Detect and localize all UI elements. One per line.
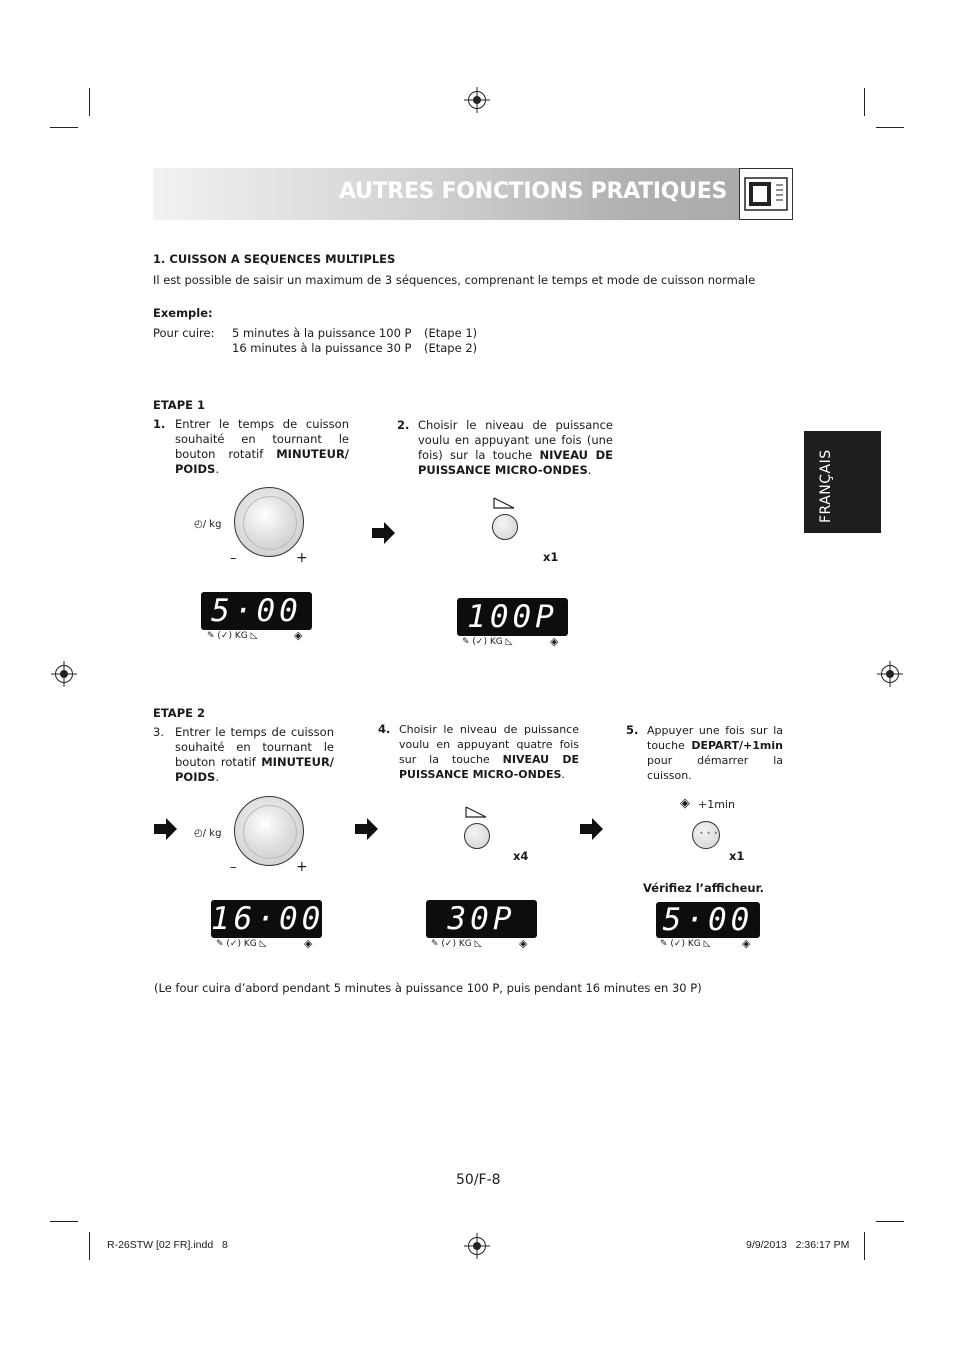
dial-knob (243, 496, 297, 550)
step2-text (418, 418, 613, 478)
verify-display-label: Vérifiez l’afficheur. (643, 881, 764, 895)
page-title: AUTRES FONCTIONS PRATIQUES (338, 179, 727, 204)
example-line2: 16 minutes à la puissance 30 P (232, 341, 412, 355)
step5-number: 5. (626, 723, 639, 737)
step5-bold: DEPART/+1min (691, 739, 783, 752)
registration-mark-icon (468, 91, 486, 109)
step2-body: Choisir le niveau de puissance voulu en appuyant une fois (une fois) sur la touche (418, 418, 613, 462)
page-number: 50/F-8 (456, 1172, 501, 1188)
dial-plus: + (296, 859, 308, 875)
step1-bold: MINUTEUR/ POIDS (175, 447, 349, 476)
step3-text (175, 725, 334, 785)
arrow-right-icon (580, 824, 592, 834)
start-button[interactable] (692, 821, 720, 849)
start-indicator-icon: ◈ (304, 937, 313, 950)
display-indicators: ✎ (✓) KG ◺ (462, 637, 513, 647)
language-tab (804, 431, 881, 533)
example-line1-step: (Etape 1) (424, 326, 478, 340)
lcd-display (457, 598, 568, 636)
step1-number: 1. (153, 417, 166, 431)
step3-body: Entrer le temps de cuisson souhaité en tournant le bouton rotatif (175, 725, 334, 769)
step2-number: 2. (397, 418, 410, 432)
display-readout: 100P (467, 599, 558, 635)
display-indicators: ✎ (✓) KG ◺ (207, 631, 258, 641)
lcd-display (201, 592, 312, 630)
step2-bold: NIVEAU DE PUISSANCE MICRO-ONDES (418, 448, 613, 477)
crop-mark (50, 127, 78, 128)
lcd-display (211, 900, 325, 938)
dial-knob (243, 805, 297, 859)
button-dots-icon: • • • (699, 829, 719, 838)
display-indicators: ✎ (✓) KG ◺ (431, 939, 482, 949)
display-indicators: ✎ (✓) KG ◺ (660, 939, 711, 949)
step3-number: 3. (153, 725, 164, 739)
lcd-display (656, 902, 760, 938)
display-readout: 5·00 (662, 902, 754, 938)
start-indicator-icon: ◈ (519, 937, 528, 950)
step1-text (175, 417, 349, 477)
crop-mark (89, 88, 90, 116)
example-lead: Pour cuire: (153, 326, 215, 340)
crop-mark (876, 127, 904, 128)
arrow-head-icon (166, 818, 177, 840)
arrow-head-icon (592, 818, 603, 840)
step4-text (399, 722, 579, 782)
power-level-icon (465, 803, 487, 822)
start-indicator-icon: ◈ (742, 937, 751, 950)
dial-plus: + (296, 550, 308, 566)
crop-mark (864, 1232, 865, 1260)
registration-mark-icon (55, 665, 73, 683)
display-readout: 16·00 (211, 901, 325, 937)
dial-minus: – (230, 551, 237, 566)
section-banner (153, 168, 793, 220)
timer-weight-dial[interactable] (234, 796, 304, 866)
step3-end: . (215, 770, 219, 784)
step5-text (647, 723, 783, 783)
etape2-label: ETAPE 2 (153, 706, 205, 720)
arrow-right-icon (154, 824, 166, 834)
step3-bold: MINUTEUR/ POIDS (175, 755, 334, 784)
step4-body: Choisir le niveau de puissance voulu en appuyant quatre fois sur la touche (399, 723, 579, 766)
arrow-head-icon (367, 818, 378, 840)
step5-end: pour démarrer la cuisson. (647, 754, 783, 782)
registration-mark-icon (468, 1237, 486, 1255)
example-line1: 5 minutes à la puissance 100 P (232, 326, 412, 340)
arrow-right-icon (372, 528, 384, 538)
crop-mark (864, 88, 865, 116)
dial-minus: – (230, 860, 237, 875)
example-label: Exemple: (153, 306, 213, 320)
press-count: x1 (729, 849, 745, 863)
step5-body: Appuyer une fois sur la touche (647, 724, 783, 752)
section-heading: 1. CUISSON A SEQUENCES MULTIPLES (153, 252, 396, 266)
timer-weight-dial[interactable] (234, 487, 304, 557)
footer-date: 9/9/2013 2:36:17 PM (746, 1239, 850, 1251)
start-indicator-icon: ◈ (550, 635, 559, 648)
step4-end: . (561, 768, 565, 781)
power-level-icon (493, 494, 515, 513)
example-line2-step: (Etape 2) (424, 341, 478, 355)
microwave-icon (739, 168, 793, 220)
start-indicator-icon: ◈ (294, 629, 303, 642)
start-icon: ◈ (680, 796, 690, 811)
language-tab-label: FRANÇAIS (818, 449, 834, 523)
step1-body: Entrer le temps de cuisson souhaité en tournant le bouton rotatif (175, 417, 349, 461)
summary-note: (Le four cuira d’abord pendant 5 minutes à puissance 100 P, puis pendant 16 minutes en 30 P) (154, 981, 702, 995)
crop-mark (876, 1221, 904, 1222)
display-readout: 5·00 (211, 593, 302, 629)
step1-end: . (215, 462, 219, 476)
etape1-label: ETAPE 1 (153, 398, 205, 412)
registration-mark-icon (881, 665, 899, 683)
lcd-display (426, 900, 537, 938)
press-count: x4 (513, 849, 529, 863)
section-intro: Il est possible de saisir un maximum de 3 séquences, comprenant le temps et mode de cuisson normale (153, 273, 756, 287)
step4-number: 4. (378, 722, 391, 736)
power-level-button[interactable] (492, 514, 518, 540)
display-indicators: ✎ (✓) KG ◺ (216, 939, 267, 949)
footer-file: R-26STW [02 FR].indd 8 (107, 1239, 228, 1251)
dial-label: ◴/ kg (194, 828, 222, 839)
press-count: x1 (543, 550, 559, 564)
arrow-head-icon (384, 522, 395, 544)
crop-mark (50, 1221, 78, 1222)
dial-label: ◴/ kg (194, 519, 222, 530)
step4-bold: NIVEAU DE PUISSANCE MICRO-ONDES (399, 753, 579, 781)
step2-end: . (587, 463, 592, 477)
start-label: +1min (698, 798, 735, 811)
arrow-right-icon (355, 824, 367, 834)
power-level-button[interactable] (464, 823, 490, 849)
crop-mark (89, 1232, 90, 1260)
display-readout: 30P (447, 901, 516, 937)
